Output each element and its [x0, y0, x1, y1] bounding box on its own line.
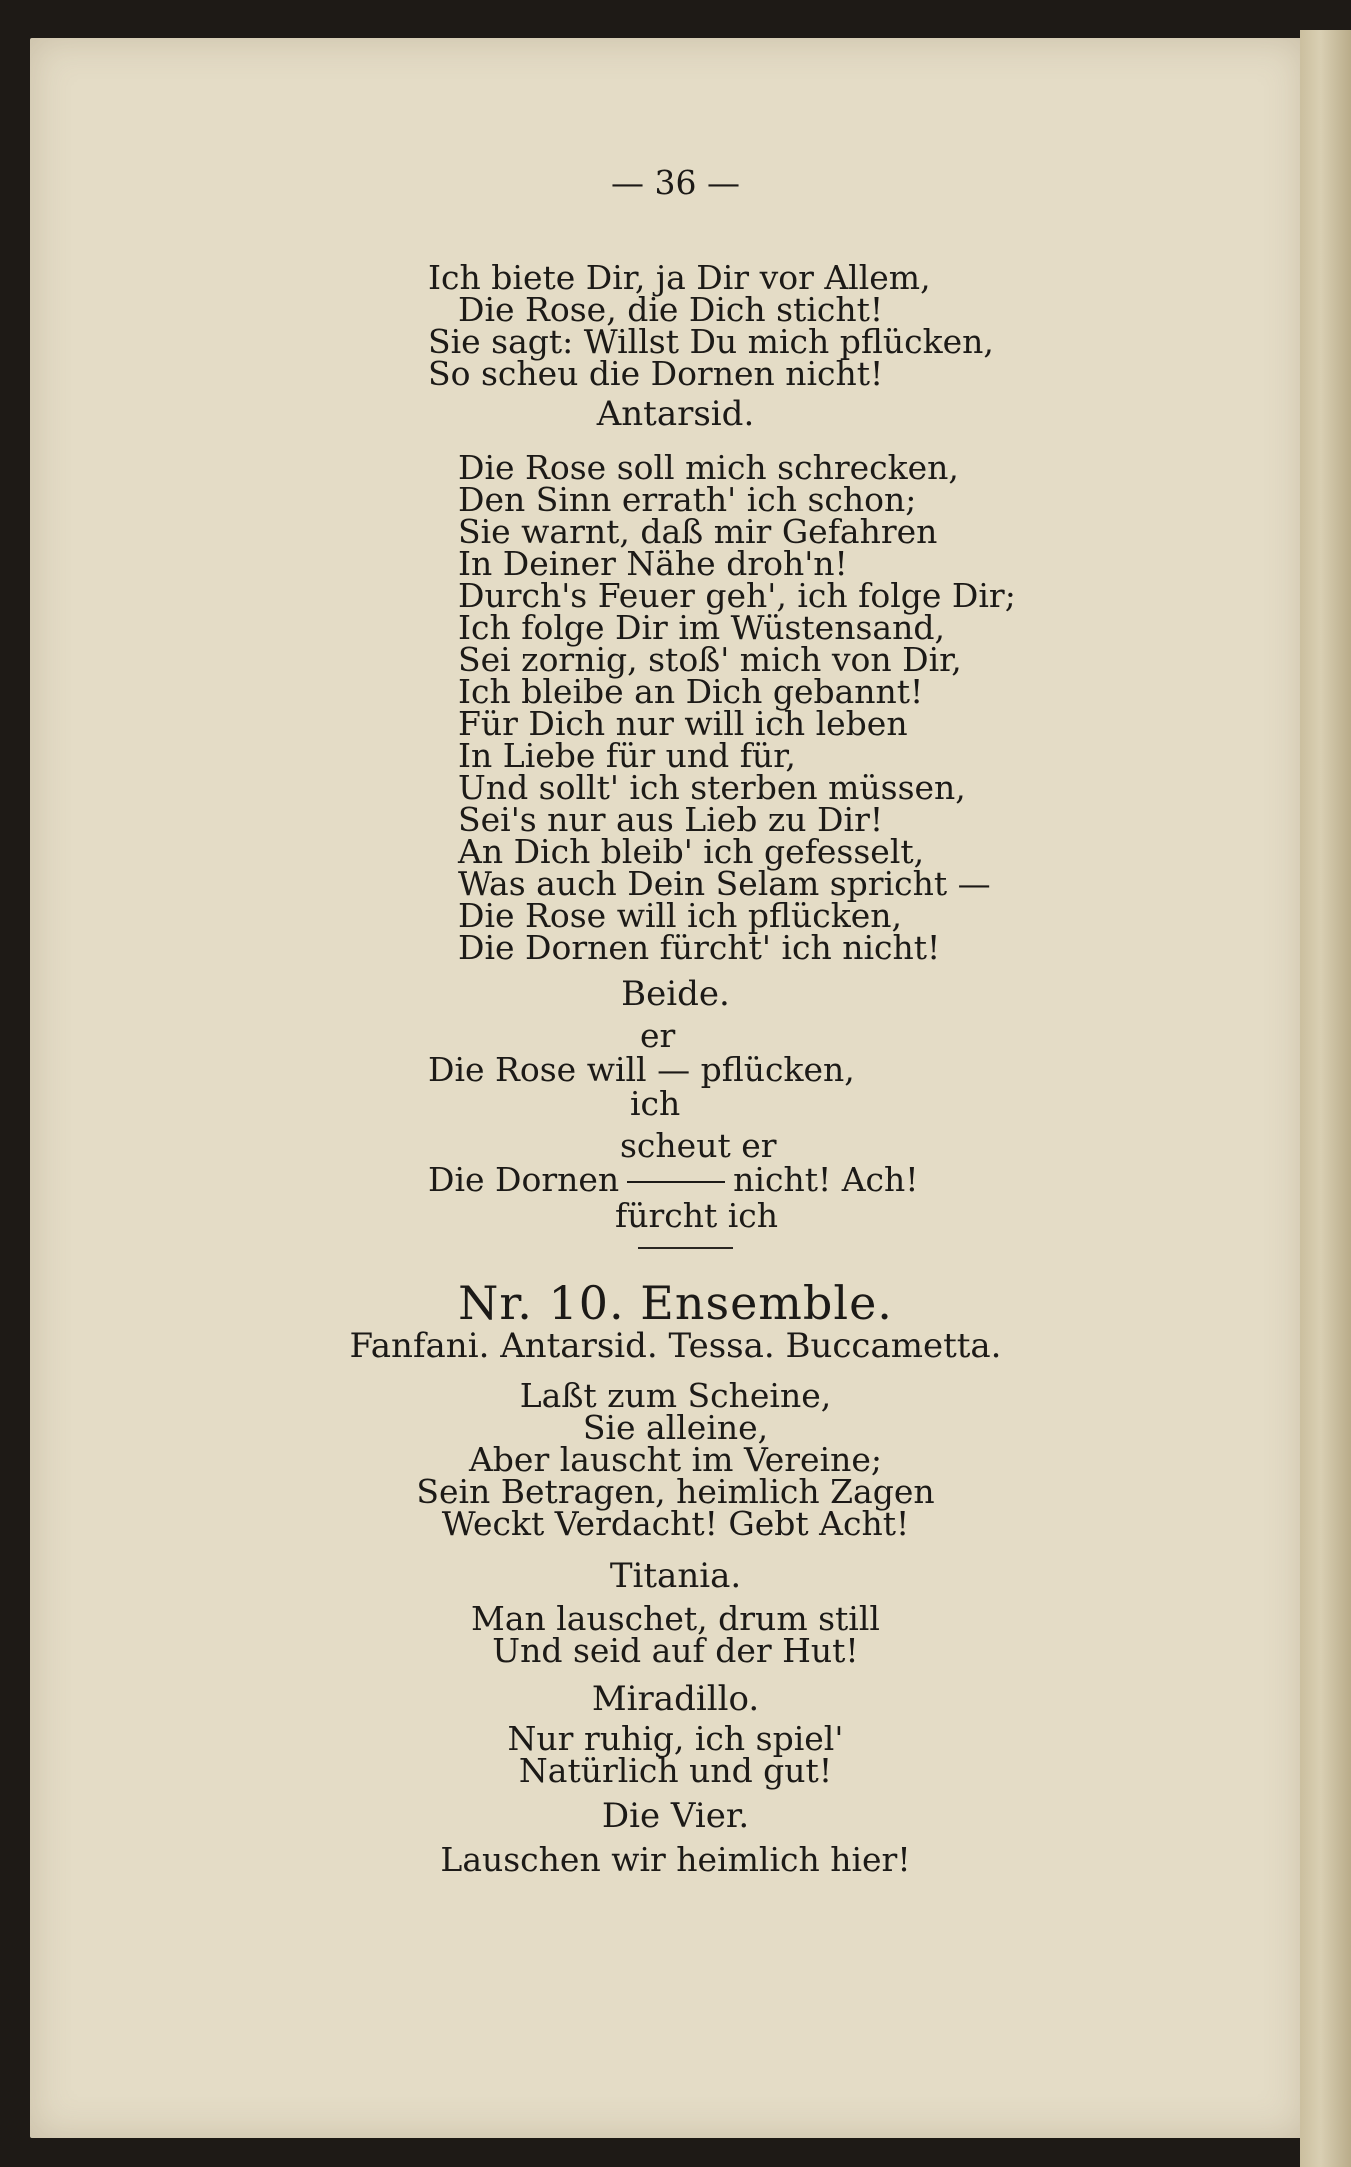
verse-line: Und sollt' ich sterben müssen, — [458, 768, 966, 807]
verse-line: Ich folge Dir im Wüstensand, — [458, 608, 945, 647]
verse-line: Sei zornig, stoß' mich von Dir, — [458, 640, 962, 679]
speaker-vier: Die Vier. — [601, 1796, 750, 1836]
page-number: — 36 — — [611, 163, 740, 202]
verse-line: Man lauschet, drum still — [471, 1599, 880, 1638]
verse-line: Die Rose will ich pflücken, — [458, 896, 903, 935]
verse-line: Sei's nur aus Lieb zu Dir! — [458, 800, 884, 839]
duet-dash — [627, 1181, 725, 1183]
verse-line: Die Rose soll mich schrecken, — [458, 448, 959, 487]
verse-line: Sie alleine, — [582, 1408, 769, 1447]
verse-line: An Dich bleib' ich gefesselt, — [458, 832, 925, 871]
number-title: Nr. 10. Ensemble. — [458, 1276, 893, 1330]
verse-line: Ich biete Dir, ja Dir vor Allem, — [428, 258, 931, 297]
duet-scheut: scheut er — [620, 1126, 777, 1165]
verse-line: Weckt Verdacht! Gebt Acht! — [441, 1504, 910, 1543]
duet-line-2 — [428, 1160, 919, 1199]
speaker-titania: Titania. — [609, 1556, 742, 1596]
speaker-antarsid: Antarsid. — [596, 394, 755, 434]
duet-line-2-left: Die Dornen — [428, 1160, 620, 1199]
verse-line: Was auch Dein Selam spricht — — [458, 864, 991, 903]
verse-line: Laßt zum Scheine, — [519, 1376, 832, 1415]
verse-line: Ich bleibe an Dich gebannt! — [458, 672, 924, 711]
verse-line: Die Rose, die Dich sticht! — [458, 290, 884, 329]
section-divider — [638, 1247, 733, 1249]
speaker-beide: Beide. — [621, 974, 730, 1014]
verse-line: Nur ruhig, ich spiel' — [507, 1719, 844, 1758]
verse-line: In Liebe für und für, — [458, 736, 796, 775]
verse-line: Sie sagt: Willst Du mich pflücken, — [428, 322, 994, 361]
duet-er: er — [640, 1016, 676, 1055]
verse-line: So scheu die Dornen nicht! — [428, 354, 884, 393]
duet-line-2-right: nicht! Ach! — [733, 1160, 919, 1199]
verse-line: Die Dornen fürcht' ich nicht! — [458, 928, 941, 967]
verse-line: Für Dich nur will ich leben — [458, 704, 908, 743]
verse-line: Lauschen wir heimlich hier! — [440, 1840, 911, 1879]
verse-line: In Deiner Nähe droh'n! — [458, 544, 848, 583]
verse-line: Natürlich und gut! — [518, 1751, 833, 1790]
verse-line: Und seid auf der Hut! — [492, 1631, 859, 1670]
stanza-4 — [0, 1599, 1351, 1670]
duet-line-1: Die Rose will — pflücken, — [428, 1050, 855, 1089]
stanza-6 — [0, 1840, 1351, 1879]
cast-list: Fanfani. Antarsid. Tessa. Buccametta. — [349, 1326, 1002, 1366]
duet-ich: ich — [630, 1084, 681, 1123]
verse-line: Den Sinn errath' ich schon; — [458, 480, 917, 519]
stanza-3 — [0, 1376, 1351, 1543]
verse-line: Sein Betragen, heimlich Zagen — [416, 1472, 935, 1511]
verse-line: Sie warnt, daß mir Gefahren — [458, 512, 938, 551]
duet-fuercht: fürcht ich — [615, 1196, 779, 1235]
verse-line: Durch's Feuer geh', ich folge Dir; — [458, 576, 1016, 615]
verse-line: Aber lauscht im Vereine; — [468, 1440, 883, 1479]
stanza-5 — [0, 1719, 1351, 1790]
speaker-miradillo: Miradillo. — [591, 1679, 760, 1719]
